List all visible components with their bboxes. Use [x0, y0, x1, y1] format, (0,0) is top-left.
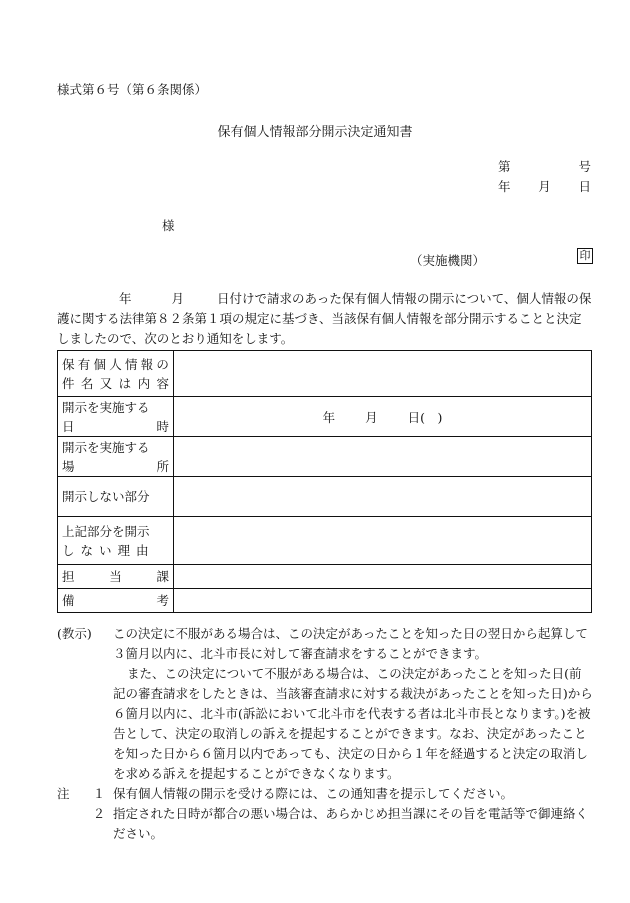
notes-label: 注	[57, 786, 70, 801]
table-row-datetime	[58, 397, 592, 437]
issue-day: 日	[578, 179, 591, 194]
intro-month: 月	[171, 291, 185, 306]
label-remarks-line	[62, 591, 169, 610]
issue-year: 年	[498, 179, 511, 194]
notes-section	[57, 624, 593, 844]
document-title: 保有個人情報部分開示決定通知書	[217, 125, 413, 140]
label-datetime-line2	[62, 417, 169, 436]
note-text-2: 指定された日時が都合の悪い場合は、あらかじめ担当課にその旨を電話等で御連絡ください。	[113, 806, 589, 841]
label-place	[58, 437, 174, 477]
label-place-line2	[62, 457, 169, 476]
value-department	[174, 565, 592, 589]
value-day: 日( )	[407, 409, 443, 425]
label-department-text: 担 当 課	[62, 569, 169, 584]
issuing-organization: （実施機関）	[410, 253, 486, 268]
value-place	[174, 437, 592, 477]
note-text-1: 保有個人情報の開示を受ける際には、この通知書を提示してください。	[113, 786, 514, 801]
table-row-remarks	[58, 589, 592, 613]
label-datetime-line1: 開示を実施する	[62, 399, 150, 415]
teaching-paragraph-2: また、この決定について不服がある場合は、この決定があったことを知った日(前記の審査請求をしたときは、当該審査請求に対する裁決があったことを知った日)から６箇月以内に、北斗市(訴訟において北斗市を代表する者は北斗市長となります。)を被告として、決定の取消しの訴えを提起することができます。なお、決定があったことを知った日から６箇月以内であっても、決定の日から１年を経過すると決定の取消しを求める訴えを提起することができなくなります。	[113, 666, 593, 781]
value-remarks	[174, 589, 592, 613]
label-datetime-char1: 日	[62, 418, 75, 434]
value-datetime	[174, 397, 592, 437]
number-prefix: 第	[498, 159, 511, 174]
label-reason-line1: 上記部分を開示	[62, 523, 150, 539]
table-row-department	[58, 565, 592, 589]
intro-year: 年	[119, 291, 132, 306]
teaching-paragraph-1: この決定に不服がある場合は、この決定があったことを知った日の翌日から起算して３箇月以内に、北斗市長に対して審査請求をすることができます。	[113, 626, 588, 661]
recipient-suffix: 様	[162, 218, 175, 233]
teaching-block	[57, 624, 593, 784]
teaching-body	[113, 624, 593, 784]
notes-label-spacer	[57, 804, 85, 844]
table-row-subject	[58, 351, 592, 397]
label-datetime	[58, 397, 174, 437]
intro-text: 日付けで請求のあった保有個人情報の開示について、個人情報の保護に関する法律第８２条第１項の規定に基づき、当該保有個人情報を部分開示することと決定しましたので、次のとおり通知をします。	[57, 291, 592, 346]
label-reason	[58, 517, 174, 565]
label-remarks	[58, 589, 174, 613]
document-number-line	[498, 157, 591, 175]
note-item-2	[57, 804, 593, 844]
issue-month: 月	[538, 179, 551, 194]
table-row-reason	[58, 517, 592, 565]
label-place-line1: 開示を実施する	[62, 439, 150, 455]
issue-date-line	[498, 177, 591, 195]
label-subject	[58, 351, 174, 397]
table-row-undisclosed	[58, 477, 592, 517]
label-undisclosed: 開示しない部分	[58, 477, 174, 517]
value-subject	[174, 351, 592, 397]
label-remarks-char1: 備	[62, 593, 75, 608]
intro-paragraph	[57, 289, 592, 349]
teaching-label: (教示)	[57, 626, 92, 641]
label-remarks-char2: 考	[156, 593, 169, 608]
label-reason-line2: しない理由	[62, 542, 155, 558]
label-place-char2: 所	[156, 458, 169, 474]
note-item-1	[57, 784, 593, 804]
label-place-char1: 場	[62, 458, 75, 474]
value-reason	[174, 517, 592, 565]
label-subject-line2: 件 名 又 は 内 容	[62, 375, 169, 391]
note-number-2: ２	[92, 806, 106, 821]
value-month: 月	[365, 409, 378, 425]
form-number: 様式第６号（第６条関係）	[57, 82, 208, 97]
value-year: 年	[322, 409, 336, 425]
label-datetime-char2: 時	[156, 418, 169, 434]
number-suffix: 号	[578, 159, 591, 174]
note-number-1: １	[92, 786, 106, 801]
label-subject-line1: 保 有 個 人 情 報 の	[62, 356, 169, 372]
label-department	[58, 565, 174, 589]
table-row-place	[58, 437, 592, 477]
value-undisclosed	[174, 477, 592, 517]
seal-mark: 印	[577, 248, 593, 264]
disclosure-table	[57, 350, 592, 613]
